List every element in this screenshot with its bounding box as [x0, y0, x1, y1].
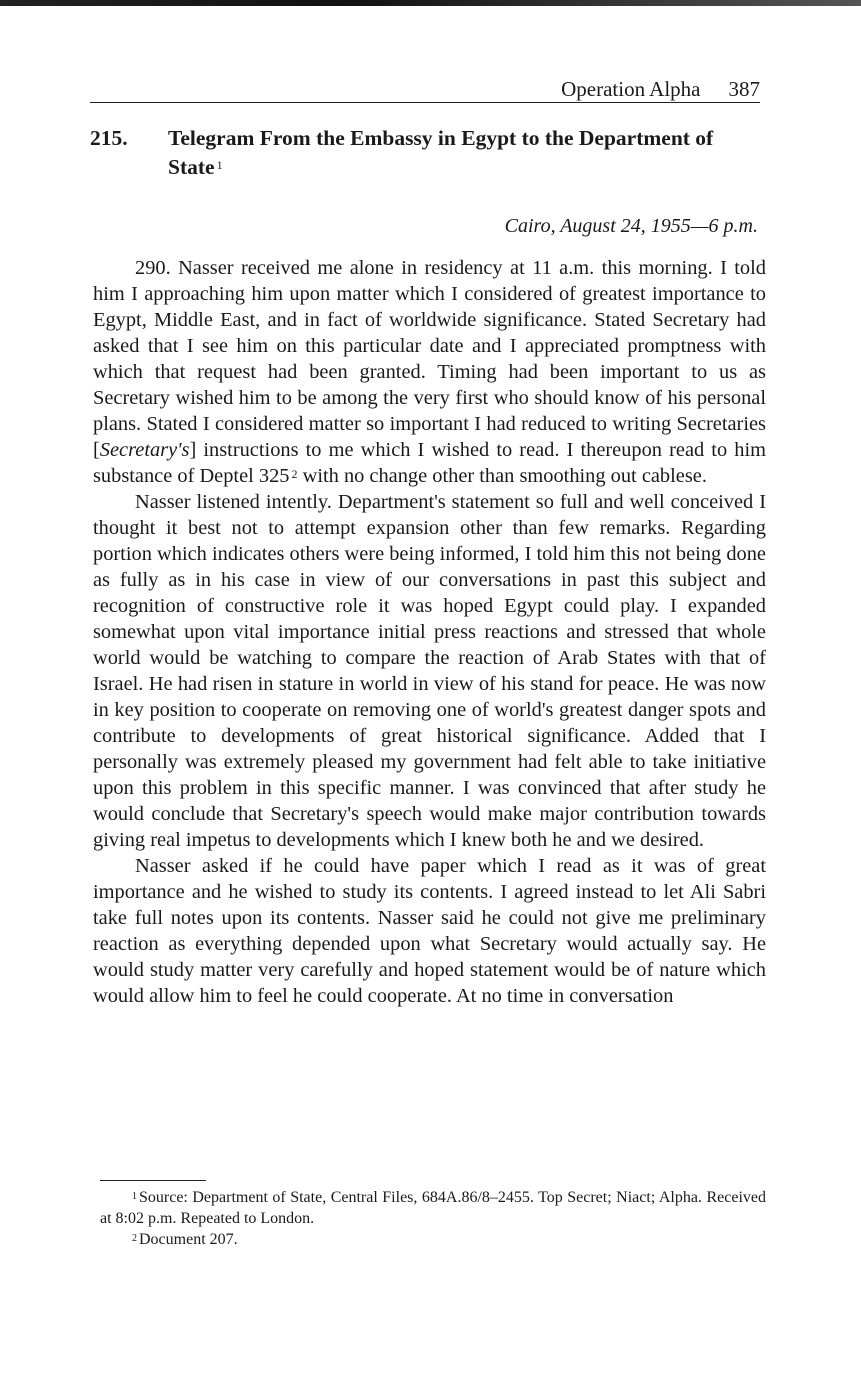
page-number: 387 [728, 77, 760, 101]
paragraph-1-italic: Secretary's [99, 439, 190, 461]
footnote-1-marker: 1 [132, 1191, 137, 1202]
document-number: 215. [90, 126, 128, 150]
paragraph-2: Nasser listened intently. Department's statement so full and well conceived I thought it best not to attempt expansion other than few remarks. Regarding portion which indicates others were being informed, I told him this not being done as fully as in his case in view of our conversations in past this subject and recognition of constructive role it was hoped Egypt could play. I expanded somewhat upon vital importance initial press reactions and stressed that whole world would be watching to compare the reaction of Arab States with that of Israel. He had risen in stature in world in view of his stand for peace. He was now in key position to cooperate on removing one of world's greatest danger spots and contribute to developments of great historical significance. Added that I personally was extremely pleased my government had felt able to take initiative upon this problem in this specific manner. I was convinced that after study he would conclude that Secretary's speech would make major contribution towards giving real impetus to developments which I knew both he and we desired. [93, 491, 766, 851]
footnote-2-text: Document 207. [139, 1231, 238, 1248]
footnote-2 [100, 1229, 766, 1250]
running-head [90, 76, 760, 103]
footnote-2-marker: 2 [132, 1233, 137, 1244]
page-top-edge [0, 0, 861, 6]
document-title-text: Telegram From the Embassy in Egypt to the Department of State [168, 126, 714, 179]
paragraph-1-part-a: 290. Nasser received me alone in residency at 11 a.m. this morning. I told him I approaching him upon matter which I considered of greatest importance to Egypt, Middle East, and in fact of worldwide significance. Stated Secretary had asked that I see him on this particular date and I appreciated promptness with which that request had been granted. Timing had been important to us as Secretary wished him to be among the very first who should know of his personal plans. Stated I considered matter so important I had reduced to writing Secretaries [ [93, 257, 766, 461]
footnote-1-text: Source: Department of State, Central Files, 684A.86/8–2455. Top Secret; Niact; Alpha. Received at 8:02 p.m. Repeated to London. [100, 1189, 766, 1227]
document-heading [90, 124, 760, 182]
footnote-divider [100, 1180, 206, 1181]
footnote-ref-2: 2 [291, 467, 298, 481]
document-title [168, 124, 760, 182]
footnote-1 [100, 1187, 766, 1229]
paragraph-1-part-b: ] instructions to me which I wished to read. I thereupon read to him substance of Deptel 325 [93, 439, 766, 487]
paragraph-1 [93, 255, 766, 489]
paragraph-3: Nasser asked if he could have paper which I read as it was of great importance and he wished to study its contents. I agreed instead to let Ali Sabri take full notes upon its contents. Nasser said he could not give me preliminary reaction as everything depended upon what Secretary would actually say. He would study matter very carefully and hoped statement would be of nature which would allow him to feel he could cooperate. At no time in conversation [93, 855, 766, 1007]
footnotes [100, 1187, 766, 1250]
dateline: Cairo, August 24, 1955—6 p.m. [504, 215, 758, 237]
running-head-title: Operation Alpha [561, 77, 701, 101]
footnote-ref-1: 1 [216, 158, 223, 172]
paragraph-1-part-c: with no change other than smoothing out cablese. [297, 465, 707, 487]
telegram-body [93, 255, 766, 1009]
